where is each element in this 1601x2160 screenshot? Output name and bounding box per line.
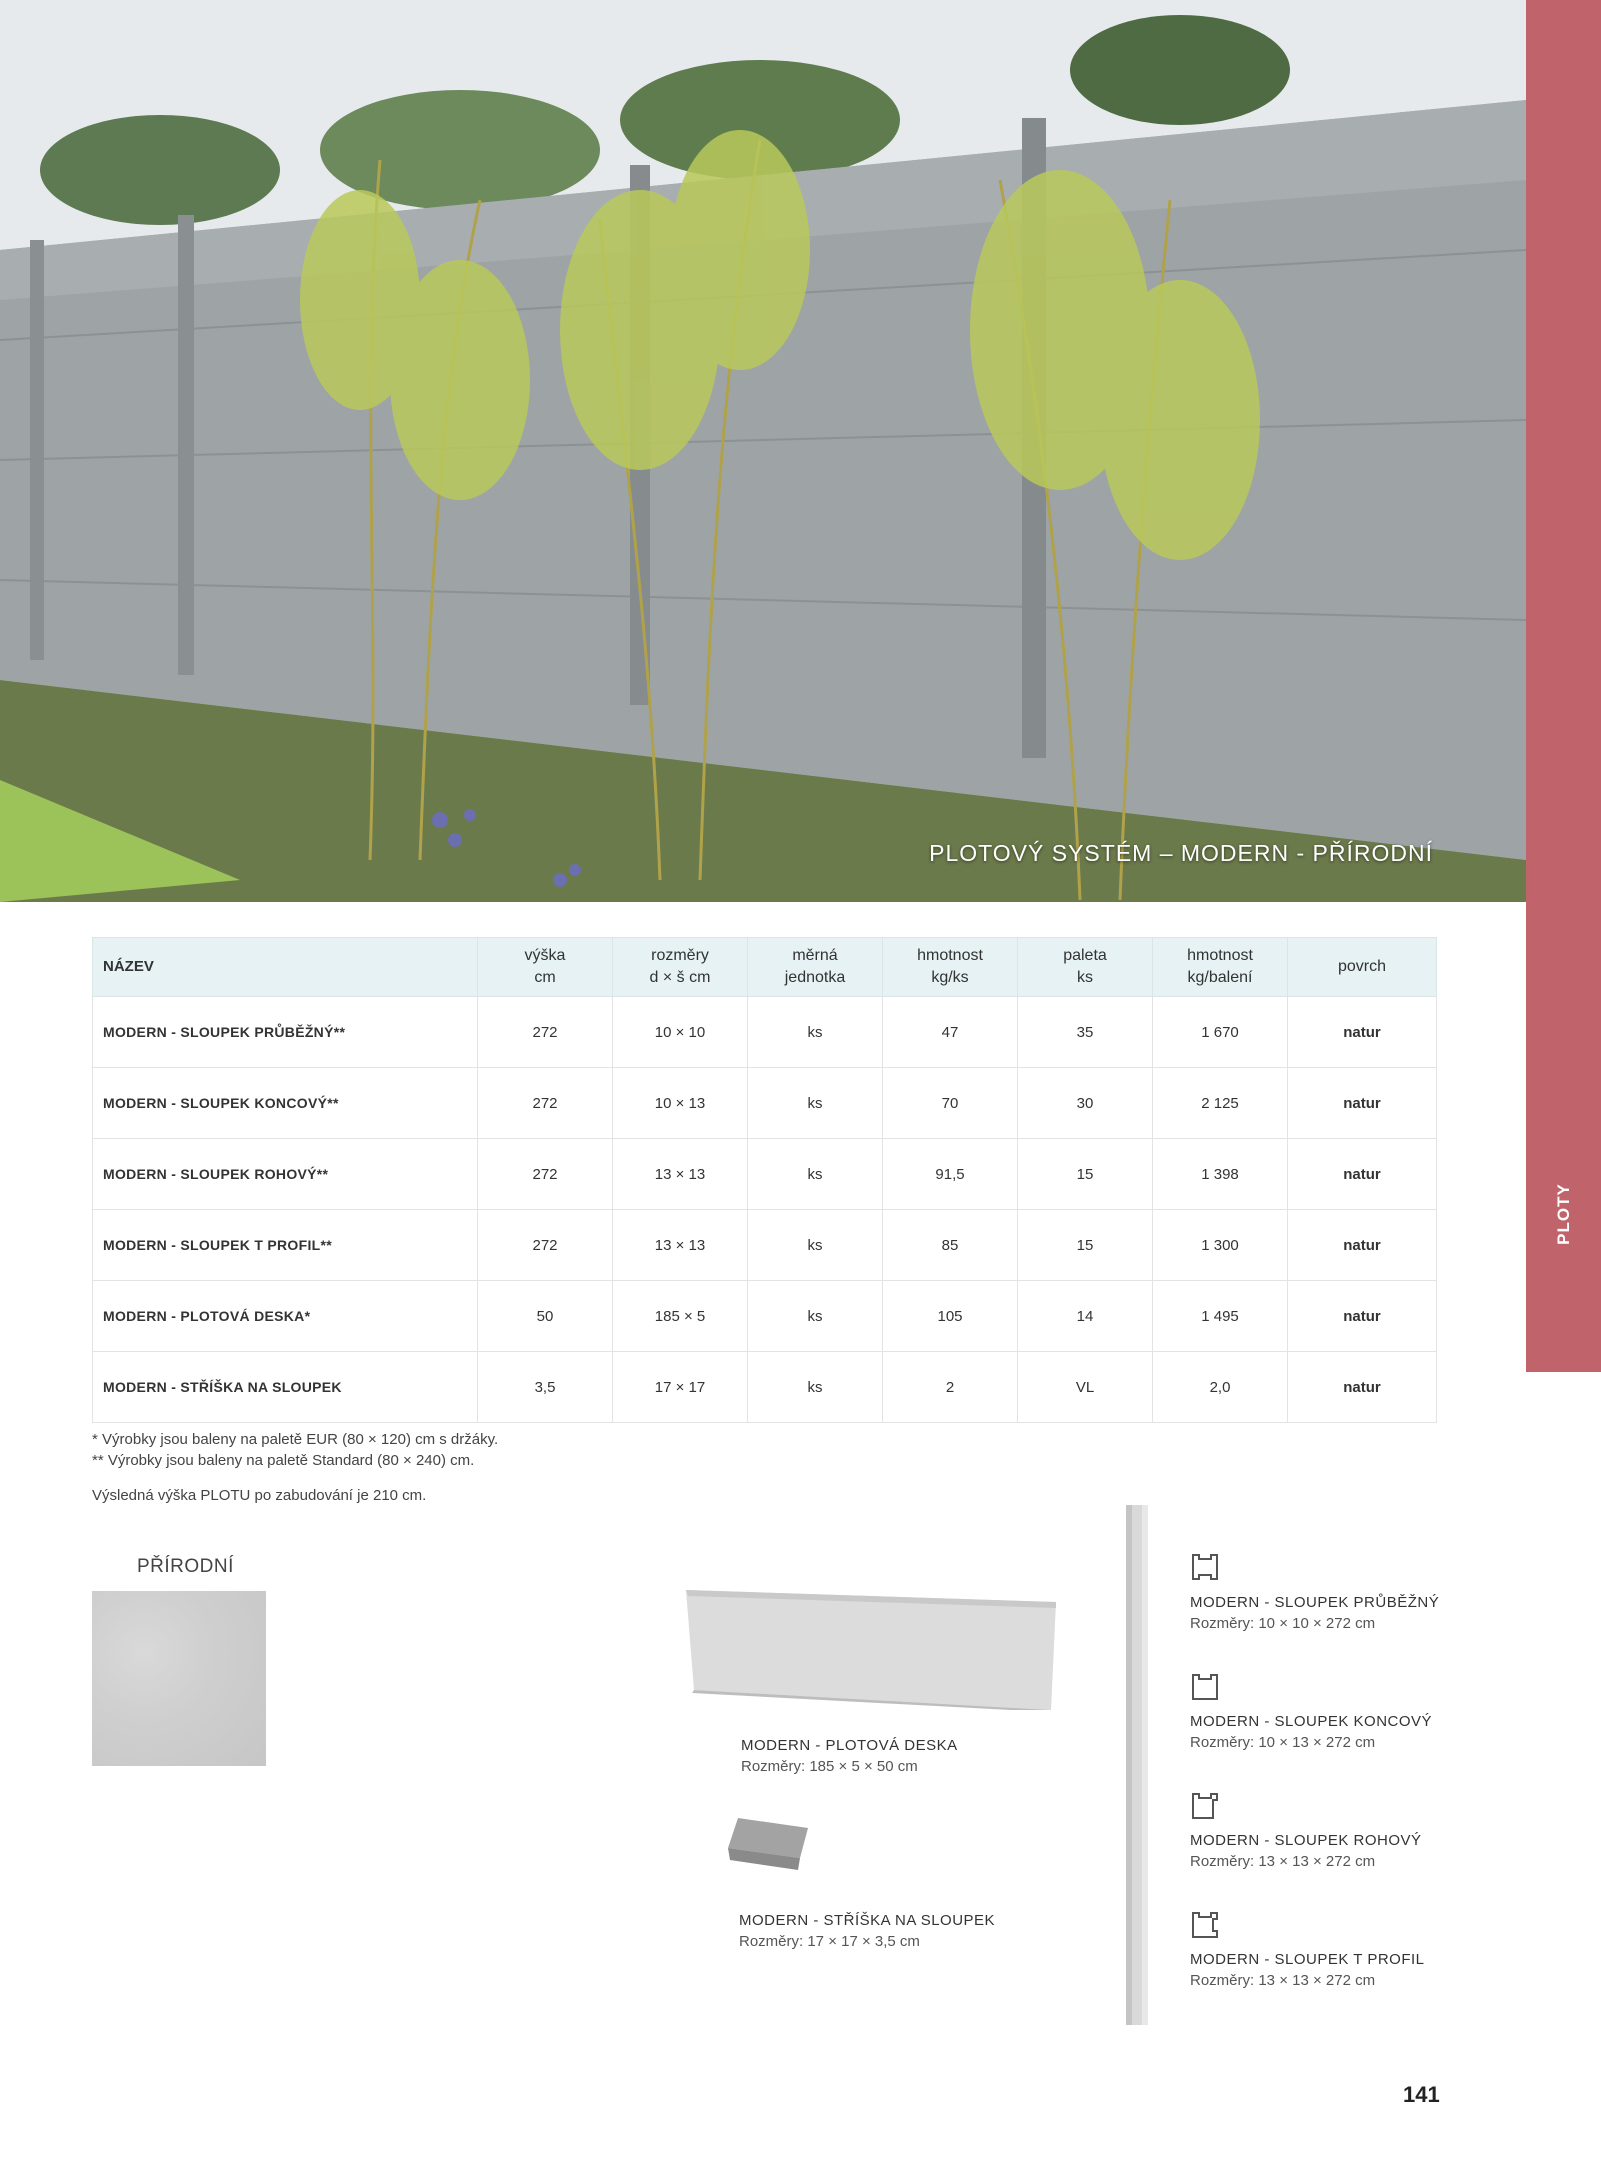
header-weight: hmotnost kg/ks (883, 938, 1018, 997)
cell-weight: 47 (883, 997, 1018, 1068)
cell-finish: natur (1288, 1210, 1437, 1281)
cell-finish: natur (1288, 1352, 1437, 1423)
cell-name: MODERN - PLOTOVÁ DESKA* (93, 1281, 478, 1352)
post-end-name: MODERN - SLOUPEK KONCOVÝ (1190, 1713, 1433, 1730)
cap-label (739, 1910, 995, 1952)
cell-finish: natur (1288, 1281, 1437, 1352)
table-row (93, 1068, 1437, 1139)
board-name: MODERN - PLOTOVÁ DESKA (741, 1737, 958, 1754)
fence-photo-illustration (0, 0, 1526, 902)
post-t-label (1190, 1949, 1425, 1991)
post-t-dims: Rozměry: 13 × 13 × 272 cm (1190, 1972, 1376, 1989)
cell-height: 272 (478, 1210, 613, 1281)
finish-title: PŘÍRODNÍ (137, 1556, 234, 1577)
cell-pallet: 15 (1018, 1210, 1153, 1281)
post-end-dims: Rozměry: 10 × 13 × 272 cm (1190, 1734, 1376, 1751)
header-height: výška cm (478, 938, 613, 997)
table-row (93, 1352, 1437, 1423)
cell-dimensions: 185 × 5 (613, 1281, 748, 1352)
post-through-name: MODERN - SLOUPEK PRŮBĚŽNÝ (1190, 1594, 1440, 1611)
cell-height: 272 (478, 1068, 613, 1139)
cell-dimensions: 17 × 17 (613, 1352, 748, 1423)
table-row (93, 1281, 1437, 1352)
header-unit: měrná jednotka (748, 938, 883, 997)
cell-weight: 2 (883, 1352, 1018, 1423)
board-image (686, 1590, 1056, 1710)
cap-dims: Rozměry: 17 × 17 × 3,5 cm (739, 1933, 920, 1950)
cell-pallet: 35 (1018, 997, 1153, 1068)
table-row (93, 997, 1437, 1068)
table-header-row (93, 938, 1437, 997)
cell-name: MODERN - SLOUPEK KONCOVÝ** (93, 1068, 478, 1139)
cell-unit: ks (748, 997, 883, 1068)
cell-pallet: 30 (1018, 1068, 1153, 1139)
cell-pack-weight: 2 125 (1153, 1068, 1288, 1139)
cell-dimensions: 10 × 10 (613, 997, 748, 1068)
post-end-label (1190, 1711, 1432, 1753)
cell-name: MODERN - SLOUPEK T PROFIL** (93, 1210, 478, 1281)
cell-pack-weight: 1 300 (1153, 1210, 1288, 1281)
cell-weight: 91,5 (883, 1139, 1018, 1210)
side-tab-label: PLOTY (1554, 1183, 1573, 1245)
cell-finish: natur (1288, 1139, 1437, 1210)
post-t-name: MODERN - SLOUPEK T PROFIL (1190, 1951, 1425, 1968)
post-corner-label (1190, 1830, 1422, 1872)
cell-finish: natur (1288, 1068, 1437, 1139)
cell-unit: ks (748, 1210, 883, 1281)
side-tab (1526, 0, 1601, 1372)
cell-pallet: 15 (1018, 1139, 1153, 1210)
cell-name: MODERN - SLOUPEK ROHOVÝ** (93, 1139, 478, 1210)
post-t-profile-icon (1190, 1910, 1220, 1940)
post-corner-dims: Rozměry: 13 × 13 × 272 cm (1190, 1853, 1376, 1870)
cell-weight: 105 (883, 1281, 1018, 1352)
post-image (1122, 1505, 1152, 2025)
footnote-standard-pallet: ** Výrobky jsou baleny na paletě Standard (80 × 240) cm. (92, 1452, 475, 1469)
note-fence-height: Výsledná výška PLOTU po zabudování je 210 cm. (92, 1487, 427, 1504)
post-corner-profile-icon (1190, 1791, 1220, 1821)
cell-pack-weight: 1 670 (1153, 997, 1288, 1068)
post-through-label (1190, 1592, 1439, 1634)
cap-image (728, 1818, 808, 1873)
cell-dimensions: 13 × 13 (613, 1210, 748, 1281)
header-dimensions: rozměry d × š cm (613, 938, 748, 997)
cell-weight: 85 (883, 1210, 1018, 1281)
post-corner-name: MODERN - SLOUPEK ROHOVÝ (1190, 1832, 1422, 1849)
cell-height: 50 (478, 1281, 613, 1352)
cell-weight: 70 (883, 1068, 1018, 1139)
cell-pack-weight: 2,0 (1153, 1352, 1288, 1423)
hero-photo (0, 0, 1526, 902)
post-through-dims: Rozměry: 10 × 10 × 272 cm (1190, 1615, 1376, 1632)
cell-finish: natur (1288, 997, 1437, 1068)
board-label (741, 1735, 958, 1777)
header-finish: povrch (1288, 938, 1437, 997)
cell-height: 272 (478, 1139, 613, 1210)
table-row (93, 1210, 1437, 1281)
page-number: 141 (1403, 2082, 1440, 2107)
cell-unit: ks (748, 1281, 883, 1352)
post-through-profile-icon (1190, 1552, 1220, 1582)
cell-dimensions: 13 × 13 (613, 1139, 748, 1210)
cell-pallet: VL (1018, 1352, 1153, 1423)
cell-pallet: 14 (1018, 1281, 1153, 1352)
cell-dimensions: 10 × 13 (613, 1068, 748, 1139)
cap-name: MODERN - STŘÍŠKA NA SLOUPEK (739, 1912, 996, 1929)
finish-swatch (92, 1591, 266, 1766)
cell-pack-weight: 1 398 (1153, 1139, 1288, 1210)
spec-table (92, 937, 1437, 1423)
cell-unit: ks (748, 1352, 883, 1423)
header-pallet: paleta ks (1018, 938, 1153, 997)
header-pack-weight: hmotnost kg/balení (1153, 938, 1288, 997)
cell-height: 272 (478, 997, 613, 1068)
cell-unit: ks (748, 1139, 883, 1210)
cell-name: MODERN - SLOUPEK PRŮBĚŽNÝ** (93, 997, 478, 1068)
cell-unit: ks (748, 1068, 883, 1139)
board-dims: Rozměry: 185 × 5 × 50 cm (741, 1758, 918, 1775)
footnote-eur-pallet: * Výrobky jsou baleny na paletě EUR (80 × 120) cm s držáky. (92, 1431, 499, 1448)
table-row (93, 1139, 1437, 1210)
cell-height: 3,5 (478, 1352, 613, 1423)
cell-pack-weight: 1 495 (1153, 1281, 1288, 1352)
header-name: NÁZEV (93, 938, 478, 997)
cell-name: MODERN - STŘÍŠKA NA SLOUPEK (93, 1352, 478, 1423)
post-end-profile-icon (1190, 1672, 1220, 1702)
hero-caption: PLOTOVÝ SYSTÉM – MODERN - PŘÍRODNÍ (929, 840, 1433, 866)
